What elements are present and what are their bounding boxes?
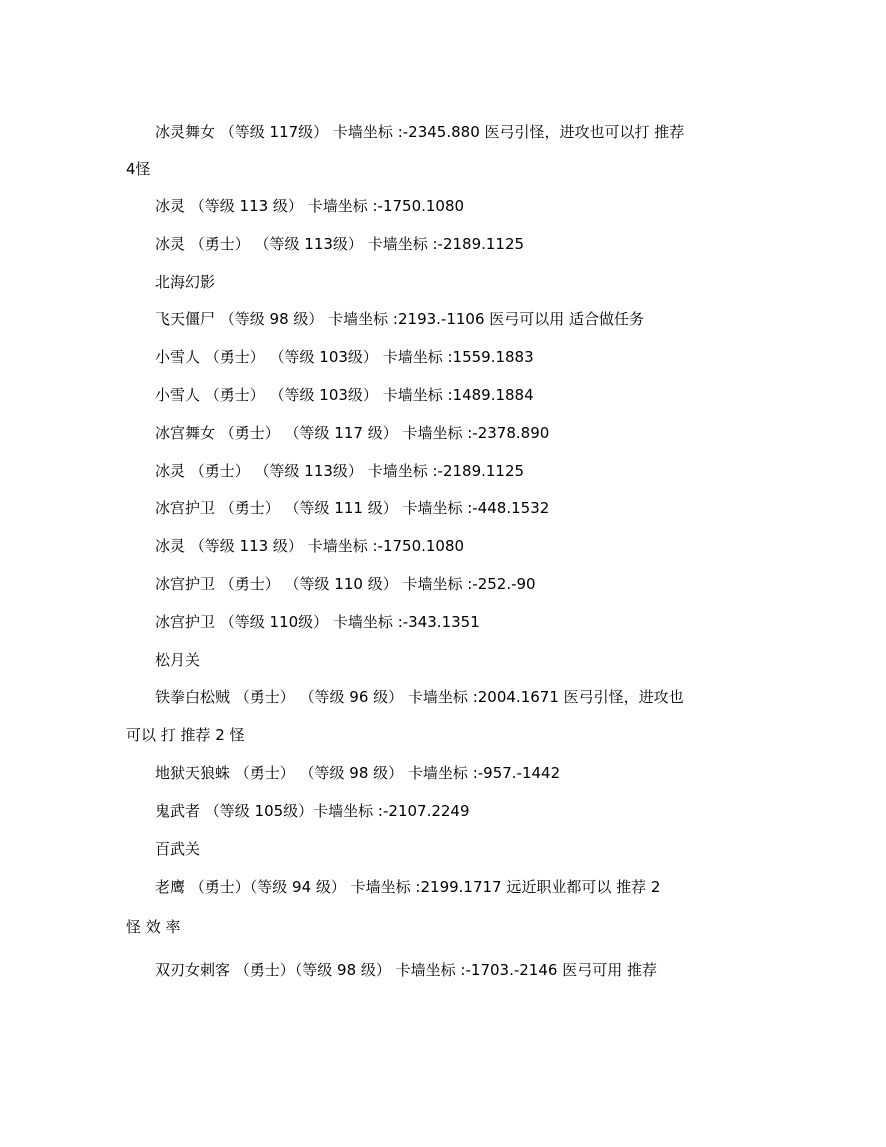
section-heading: 松月关 (155, 651, 201, 669)
text-line: 冰宫护卫 （勇士） （等级 111 级） 卡墙坐标 :-448.1532 (155, 499, 550, 517)
text-line: 4怪 (126, 160, 151, 178)
section-heading: 百武关 (155, 840, 201, 858)
text-line: 鬼武者 （等级 105级）卡墙坐标 :-2107.2249 (155, 802, 470, 820)
text-line: 老鹰 （勇士）（等级 94 级） 卡墙坐标 :2199.1717 远近职业都可以 推荐 2 (155, 878, 661, 896)
text-line: 冰宫护卫 （等级 110级） 卡墙坐标 :-343.1351 (155, 613, 480, 631)
text-line: 冰灵 （勇士） （等级 113级） 卡墙坐标 :-2189.1125 (155, 462, 525, 480)
text-line: 飞天僵尸 （等级 98 级） 卡墙坐标 :2193.-1106 医弓可以用 适合做任务 (155, 310, 645, 328)
text-line: 怪 效 率 (126, 918, 181, 936)
text-line: 铁拳白松贼 （勇士） （等级 96 级） 卡墙坐标 :2004.1671 医弓引怪，进攻也 (155, 688, 684, 706)
text-line: 冰灵 （等级 113 级） 卡墙坐标 :-1750.1080 (155, 197, 465, 215)
text-line: 地狱天狼蛛 （勇士） （等级 98 级） 卡墙坐标 :-957.-1442 (155, 764, 561, 782)
text-line: 双刃女刺客 （勇士）（等级 98 级） 卡墙坐标 :-1703.-2146 医弓可用 推荐 (155, 961, 657, 979)
text-line: 小雪人 （勇士） （等级 103级） 卡墙坐标 :1559.1883 (155, 348, 534, 366)
text-line: 可以 打 推荐 2 怪 (126, 726, 245, 744)
text-line: 冰宫舞女 （勇士） （等级 117 级） 卡墙坐标 :-2378.890 (155, 424, 550, 442)
text-line: 冰灵舞女 （等级 117级） 卡墙坐标 :-2345.880 医弓引怪，进攻也可以打 推荐 (155, 123, 685, 141)
section-heading: 北海幻影 (155, 273, 216, 291)
text-line: 小雪人 （勇士） （等级 103级） 卡墙坐标 :1489.1884 (155, 386, 534, 404)
text-line: 冰宫护卫 （勇士） （等级 110 级） 卡墙坐标 :-252.-90 (155, 575, 536, 593)
text-line: 冰灵 （勇士） （等级 113级） 卡墙坐标 :-2189.1125 (155, 235, 525, 253)
text-line: 冰灵 （等级 113 级） 卡墙坐标 :-1750.1080 (155, 537, 465, 555)
